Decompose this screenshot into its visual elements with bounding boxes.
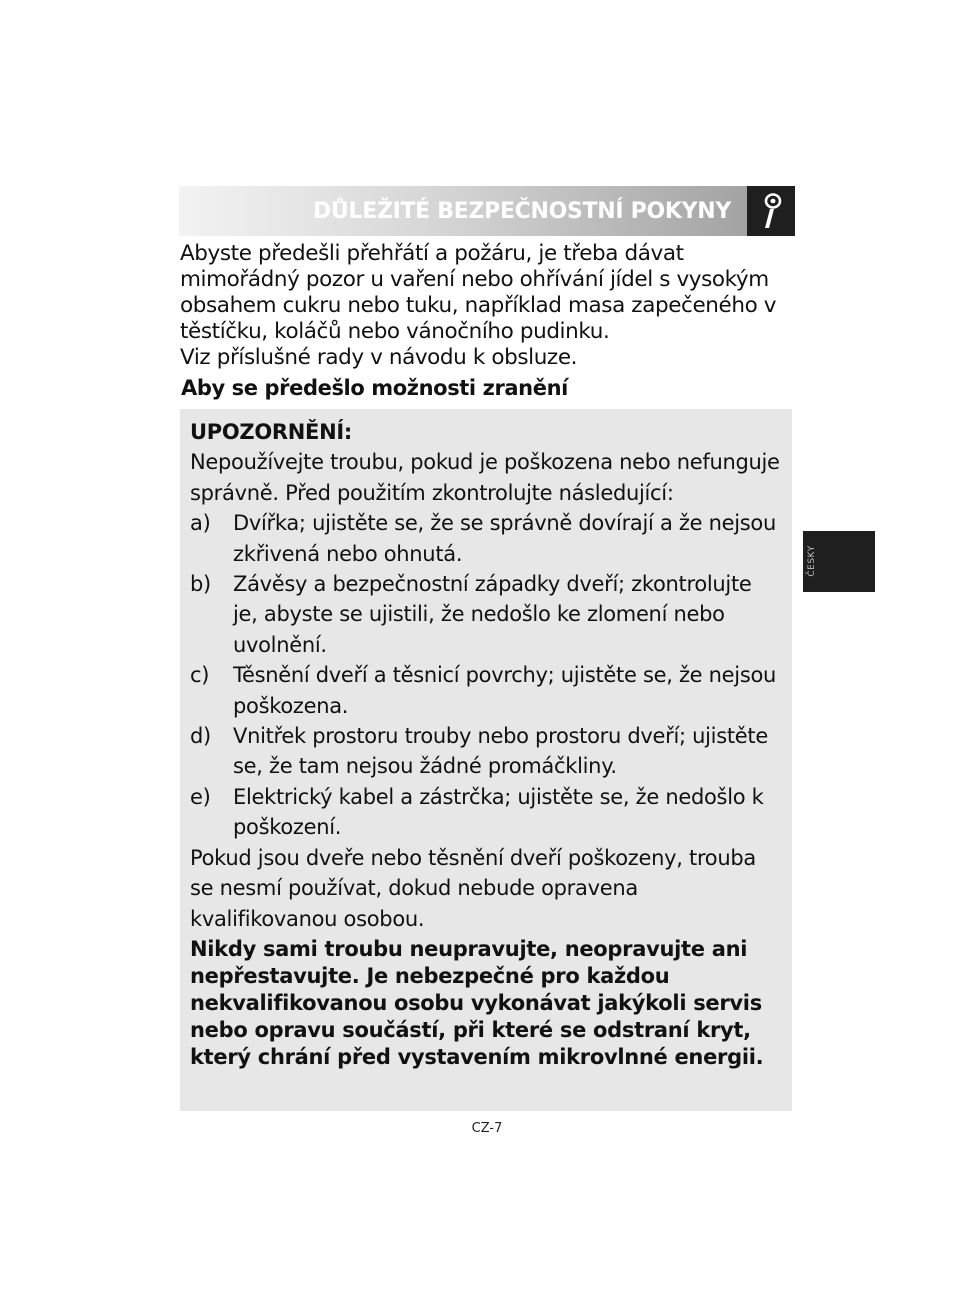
checklist-marker: d) [190,724,211,749]
checklist [190,508,782,842]
checklist-text: Elektrický kabel a zástrčka; ujistěte se, že nedošlo k poškození. [233,784,764,840]
info-icon [759,192,783,230]
checklist-item [190,721,782,782]
warning-title: UPOZORNĚNÍ: [190,420,352,444]
checklist-item [190,508,782,569]
checklist-item [190,782,782,843]
language-tab-label: ČESKY [807,545,817,577]
intro-see-also: Viz příslušné rady v návodu k obsluze. [180,345,578,370]
page-number: CZ-7 [471,1121,503,1136]
warning-after-list: Pokud jsou dveře nebo těsnění dveří poškozeny, trouba se nesmí používat, dokud nebude opravena kvalifikovanou osobou. [190,845,756,931]
checklist-marker: a) [190,511,211,536]
warning-final-note: Nikdy sami troubu neupravujte, neopravujte ani nepřestavujte. Je nebezpečné pro každou nekvalifikovanou osobu vykonávat jakýkoli servis nebo opravu součástí, při které se odstraní kryt, který chrání před vystavením mikrovlnné energii. [190,936,764,1069]
checklist-text: Dvířka; ujistěte se, že se správně dovírají a že nejsou zkřivená nebo ohnutá. [233,511,776,566]
section-header-bar [179,186,747,236]
intro-paragraph: Abyste předešli přehřátí a požáru, je třeba dávat mimořádný pozor u vaření nebo ohřívání jídel s vysokým obsahem cukru nebo tuku, například masa zapečeného v těstíčku, koláčů nebo vánočního pudinku. [180,241,777,344]
checklist-text: Těsnění dveří a těsnicí povrchy; ujistěte se, že nejsou poškozena. [233,663,777,718]
checklist-marker: e) [190,784,211,809]
checklist-item [190,569,782,660]
language-side-tab [803,531,875,592]
checklist-text: Vnitřek prostoru trouby nebo prostoru dveří; ujistěte se, že tam nejsou žádné promáčkliny. [233,724,768,779]
intro-text [180,241,792,371]
checklist-item [190,660,782,721]
injury-subheading: Aby se předešlo možnosti zranění [181,376,568,400]
section-title: DŮLEŽITÉ BEZPEČNOSTNÍ POKYNY [312,198,731,224]
checklist-marker: b) [190,572,211,597]
warning-box [180,409,792,1111]
checklist-marker: c) [190,663,210,688]
warning-lead: Nepoužívejte troubu, pokud je poškozena nebo nefunguje správně. Před použitím zkontrolujte následující: [190,450,780,505]
header-icon-box [747,186,795,236]
checklist-text: Závěsy a bezpečnostní západky dveří; zkontrolujte je, abyste se ujistili, že nedošlo ke zlomení nebo uvolnění. [233,572,752,657]
